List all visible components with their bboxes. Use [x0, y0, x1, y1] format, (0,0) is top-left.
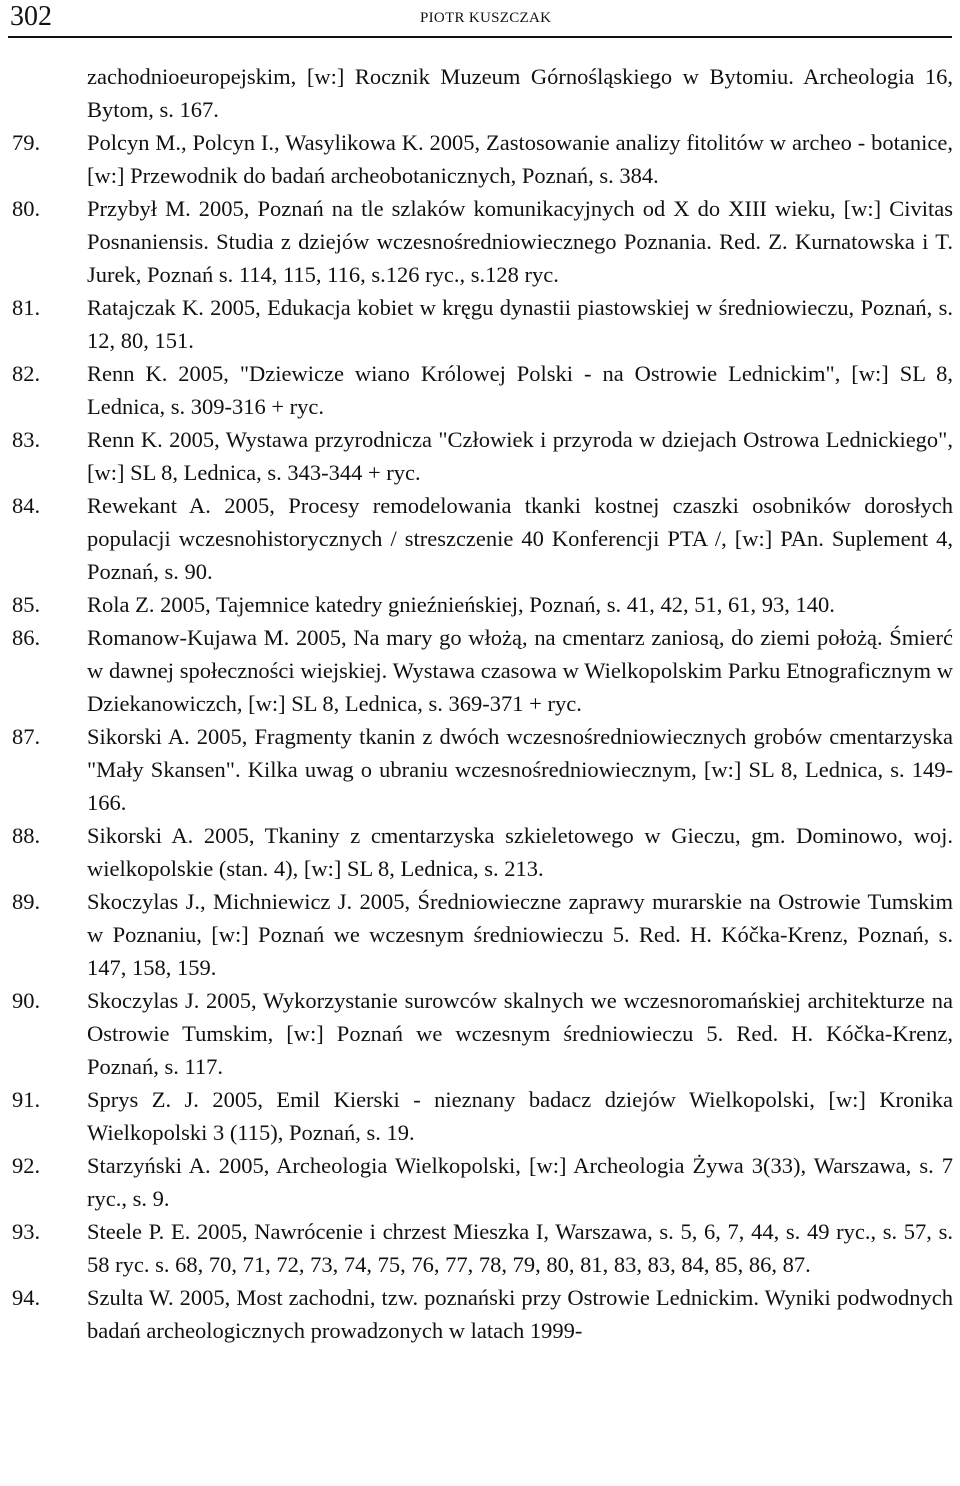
entry-text: Renn K. 2005, Wystawa przyrodnicza "Człowiek i przyroda w dziejach Ostrowa Lednickiego", [w:] SL 8, Lednica, s. 343-344 + ryc. — [87, 427, 953, 485]
bibliography-entry — [0, 1149, 960, 1215]
bibliography-entry — [0, 192, 960, 291]
bibliography-list — [0, 60, 960, 1347]
entry-number: 86. — [12, 625, 41, 650]
bibliography-entry — [0, 423, 960, 489]
bibliography-entry — [0, 291, 960, 357]
bibliography-entry — [0, 720, 960, 819]
bibliography-entry — [0, 984, 960, 1083]
entry-number: 79. — [12, 130, 41, 155]
entry-text: Szulta W. 2005, Most zachodni, tzw. poznański przy Ostrowie Lednickim. Wyniki podwodnych badań archeologicznych prowadzonych w latach 1999- — [87, 1285, 953, 1343]
entry-text: Sprys Z. J. 2005, Emil Kierski - nieznany badacz dziejów Wielkopolski, [w:] Kronika Wielkopolski 3 (115), Poznań, s. 19. — [87, 1087, 953, 1145]
running-head: PIOTR KUSZCZAK — [420, 10, 552, 26]
bibliography-entry — [0, 885, 960, 984]
entry-text: Rola Z. 2005, Tajemnice katedry gnieźnieńskiej, Poznań, s. 41, 42, 51, 61, 93, 140. — [87, 592, 835, 617]
entry-number: 85. — [12, 592, 41, 617]
page-number: 302 — [10, 1, 52, 32]
entry-text: Starzyński A. 2005, Archeologia Wielkopolski, [w:] Archeologia Żywa 3(33), Warszawa, s. 7 ryc., s. 9. — [87, 1153, 953, 1211]
bibliography-entry — [0, 1083, 960, 1149]
entry-number: 80. — [12, 196, 41, 221]
entry-number: 87. — [12, 724, 41, 749]
entry-text: zachodnioeuropejskim, [w:] Rocznik Muzeum Górnośląskiego w Bytomiu. Archeologia 16, Bytom, s. 167. — [87, 64, 953, 122]
entry-number: 93. — [12, 1219, 41, 1244]
entry-number: 82. — [12, 361, 41, 386]
entry-text: Skoczylas J. 2005, Wykorzystanie surowców skalnych we wczesnoromańskiej architekturze na Ostrowie Tumskim, [w:] Poznań we wczesnym średniowieczu 5. Red. H. Kóčka-Krenz, Poznań, s. 117. — [87, 988, 953, 1079]
bibliography-entry — [0, 621, 960, 720]
bibliography-entry — [0, 1281, 960, 1347]
entry-text: Renn K. 2005, "Dziewicze wiano Królowej Polski - na Ostrowie Lednickim", [w:] SL 8, Lednica, s. 309-316 + ryc. — [87, 361, 953, 419]
entry-number: 81. — [12, 295, 41, 320]
entry-text: Sikorski A. 2005, Fragmenty tkanin z dwóch wczesnośredniowiecznych grobów cmentarzyska "Mały Skansen". Kilka uwag o ubraniu wczesnośredniowiecznym, [w:] SL 8, Lednica, s. 149-166. — [87, 724, 953, 815]
entry-text: Przybył M. 2005, Poznań na tle szlaków komunikacyjnych od X do XIII wieku, [w:] Civitas Posnaniensis. Studia z dziejów wczesnośredniowiecznego Poznania. Red. Z. Kurnatowska i T. Jurek, Poznań s. 114, 115, 116, s.126 ryc., s.128 ryc. — [87, 196, 953, 287]
bibliography-entry — [0, 357, 960, 423]
entry-text: Steele P. E. 2005, Nawrócenie i chrzest Mieszka I, Warszawa, s. 5, 6, 7, 44, s. 49 ryc., s. 57, s. 58 ryc. s. 68, 70, 71, 72, 73, 74, 75, 76, 77, 78, 79, 80, 81, 83, 83, 84, 85, 86, 87. — [87, 1219, 953, 1277]
entry-text: Ratajczak K. 2005, Edukacja kobiet w kręgu dynastii piastowskiej w średniowieczu, Poznań, s. 12, 80, 151. — [87, 295, 953, 353]
entry-text: Rewekant A. 2005, Procesy remodelowania tkanki kostnej czaszki osobników dorosłych populacji wczesnohistorycznych / streszczenie 40 Konferencji PTA /, [w:] PAn. Suplement 4, Poznań, s. 90. — [87, 493, 953, 584]
entry-text: Polcyn M., Polcyn I., Wasylikowa K. 2005, Zastosowanie analizy fitolitów w archeo - botanice, [w:] Przewodnik do badań archeobotanicznych, Poznań, s. 384. — [87, 130, 953, 188]
entry-number: 88. — [12, 823, 41, 848]
bibliography-entry — [0, 126, 960, 192]
entry-text: Skoczylas J., Michniewicz J. 2005, Średniowieczne zaprawy murarskie na Ostrowie Tumskim w Poznaniu, [w:] Poznań we wczesnym średniowieczu 5. Red. H. Kóčka-Krenz, Poznań, s. 147, 158, 159. — [87, 889, 953, 980]
entry-text: Romanow-Kujawa M. 2005, Na mary go włożą, na cmentarz zaniosą, do ziemi położą. Śmierć w dawnej społeczności wiejskiej. Wystawa czasowa w Wielkopolskim Parku Etnograficznym w Dziekanowiczch, [w:] SL 8, Lednica, s. 369-371 + ryc. — [87, 625, 953, 716]
entry-number: 84. — [12, 493, 41, 518]
entry-number: 89. — [12, 889, 41, 914]
entry-text: Sikorski A. 2005, Tkaniny z cmentarzyska szkieletowego w Gieczu, gm. Dominowo, woj. wielkopolskie (stan. 4), [w:] SL 8, Lednica, s. 213. — [87, 823, 953, 881]
bibliography-entry — [0, 60, 960, 126]
entry-number: 94. — [12, 1285, 41, 1310]
entry-number: 83. — [12, 427, 41, 452]
page-header — [8, 0, 952, 38]
bibliography-entry — [0, 819, 960, 885]
entry-number: 90. — [12, 988, 41, 1013]
bibliography-entry — [0, 588, 960, 621]
bibliography-entry — [0, 489, 960, 588]
bibliography-entry — [0, 1215, 960, 1281]
entry-number: 92. — [12, 1153, 41, 1178]
entry-number: 91. — [12, 1087, 41, 1112]
